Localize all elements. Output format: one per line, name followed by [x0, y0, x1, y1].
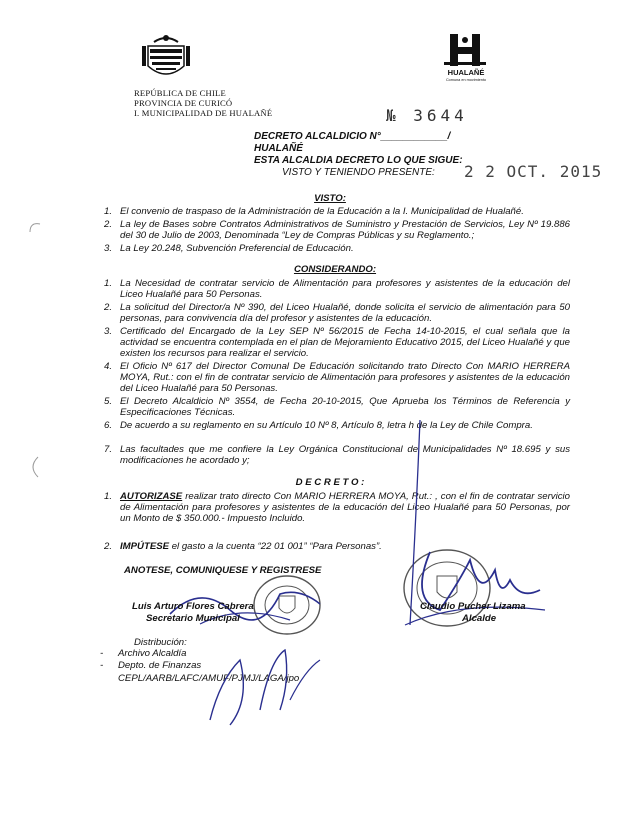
decree-statement: ESTA ALCALDIA DECRETO LO QUE SIGUE: [254, 155, 463, 166]
header-province: PROVINCIA DE CURICÓ [134, 98, 233, 108]
header-republic: REPÚBLICA DE CHILE [134, 88, 226, 98]
date-stamp: 2 2 OCT. 2015 [464, 162, 603, 181]
municipal-crest-logo [140, 32, 192, 84]
decreto-item-1-text: realizar trato directo Con MARIO HERRERA MOYA, Rut.: , con el fin de contratar servicio de Alimentación para profesores y asistentes de la educación del Liceo Hualañé para 50 Personas, por un Monto de $ 350.000.- Impuesto Incluido. [120, 491, 570, 524]
visto-teniendo-label: VISTO Y TENIENDO PRESENTE: [282, 167, 435, 178]
visto-item-number: 3. [104, 243, 113, 254]
considerando-item-text: El Decreto Alcaldicio Nº 3554, de Fecha 20-10-2015, Que Aprueba los Términos de Referencia y Especificaciones Técnicas. [120, 396, 570, 418]
logo-text: HUALAÑÉ [447, 68, 485, 77]
handwritten-initials [190, 640, 330, 730]
stamp-number: № 3644 [386, 106, 468, 125]
decree-label: DECRETO ALCALDICIO N°____________/ [254, 131, 451, 142]
considerando-item-text: El Oficio Nº 617 del Director Comunal De Educación solicitando trato Directo Con MARIO HERRERA MOYA, Rut.: con el fin de contratar servicio de Alimentación para profesores y asistentes de la educación del Liceo Hualañé para 50 Personas. [120, 361, 570, 394]
visto-item-text: El convenio de traspaso de la Administración de la Educación a la I. Municipalidad de Hualañé. [120, 206, 524, 217]
considerando-item-number: 7. [104, 444, 113, 455]
distribution-heading: Distribución: [134, 637, 187, 648]
distribution-item-finance: - Depto. de Finanzas [100, 660, 202, 671]
considerando-item-text: Las facultades que me confiere la Ley Orgánica Constitucional de Municipalidades Nº 18.695 y sus modificaciones he acordado y; [120, 444, 570, 466]
considerando-item-number: 4. [104, 361, 113, 372]
considerando-item-number: 2. [104, 302, 113, 313]
signer-right-name: Claudio Pucher Lizama [420, 601, 526, 612]
visto-heading: VISTO: [314, 193, 346, 204]
signer-left-title: Secretario Municipal [146, 613, 240, 624]
visto-item-number: 1. [104, 206, 113, 217]
considerando-item-number: 6. [104, 420, 113, 431]
decreto-item-2-text: el gasto a la cuenta “22 01 001” “Para Personas”. [169, 541, 382, 552]
considerando-item-text: De acuerdo a su reglamento en su Artículo 10 Nº 8, Artículo 8, letra h de la Ley de Chile Compra. [120, 420, 533, 431]
hole-punch-mark [26, 455, 42, 479]
visto-item-text: La ley de Bases sobre Contratos Administrativos de Suministro y Prestación de Servicios, Ley Nº 19.886 del 30 de Julio de 2003, Denominada “Ley de Compras Públicas y su Reglamento.; [120, 219, 570, 241]
header-municipality: I. MUNICIPALIDAD DE HUALAÑÉ [134, 108, 273, 118]
decree-place: HUALAÑÉ [254, 143, 303, 154]
closing-statement: ANOTESE, COMUNIQUESE Y REGISTRESE [124, 565, 322, 576]
hole-punch-mark [26, 220, 42, 236]
visto-item-number: 2. [104, 219, 113, 230]
decreto-item-2-keyword: IMPÚTESE [120, 541, 170, 552]
considerando-item-number: 5. [104, 396, 113, 407]
signer-right-title: Alcalde [462, 613, 497, 624]
considerando-heading: CONSIDERANDO: [293, 264, 377, 275]
visto-item-text: La Ley 20.248, Subvención Preferencial de Educación. [120, 243, 354, 254]
distribution-item-archive: - Archivo Alcaldía [100, 648, 187, 659]
hualane-h-logo [440, 32, 492, 90]
considerando-item-number: 1. [104, 278, 113, 289]
decreto-item-1-num: 1. [104, 491, 113, 502]
decreto-item-1-keyword: AUTORIZASE [120, 491, 183, 502]
considerando-item-number: 3. [104, 326, 113, 337]
considerando-item-text: La solicitud del Director/a Nº 390, del Liceo Hualañé, donde solicita el servicio de alimentación para 50 personas, para convivencia día del profesor y asistentes de la educación. [120, 302, 570, 324]
decreto-heading: D E C R E T O : [295, 477, 365, 488]
handwritten-pen-line [390, 420, 430, 630]
distribution-initials: CEPL/AARB/LAFC/AMUF/PJMJ/LAGA/jpo [118, 673, 300, 684]
decreto-item-2-num: 2. [104, 541, 113, 552]
considerando-item-text: La Necesidad de contratar servicio de Alimentación para profesores y asistentes de la educación del Liceo Hualañé para 50 Personas. [120, 278, 570, 300]
considerando-item-text: Certificado del Encargado de la Ley SEP Nº 56/2015 de Fecha 14-10-2015, el cual señala que la actividad se encuentra contemplada en el plan de Mejoramiento Educativo 2015, del Liceo Hualañé y que existen los recursos para realizar el servicio. [120, 326, 570, 359]
logo-subtext: Comuna en movimiento [445, 78, 487, 82]
signer-left-name: Luis Arturo Flores Cabrera [132, 601, 254, 612]
